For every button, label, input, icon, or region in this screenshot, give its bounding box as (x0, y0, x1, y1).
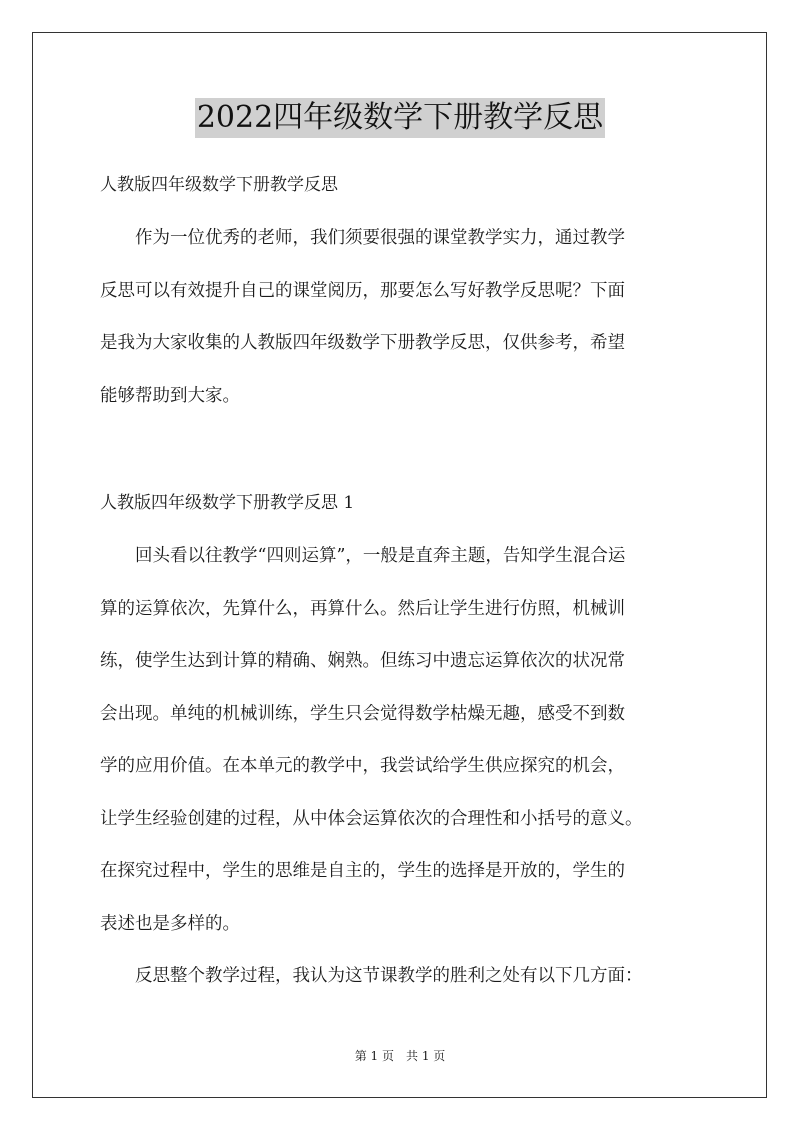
body-line: 学的应用价值。在本单元的教学中，我尝试给学生供应探究的机会， (100, 756, 625, 776)
body-paragraph (100, 530, 720, 950)
title-wrap (0, 98, 800, 138)
body-line: 算的运算依次，先算什么，再算什么。然后让学生进行仿照，机械训 (100, 598, 625, 619)
intro-line: 反思可以有效提升自己的课堂阅历，那要怎么写好教学反思呢？下面 (100, 280, 625, 301)
body-line: 让学生经验创建的过程，从中体会运算依次的合理性和小括号的意义。 (100, 808, 643, 829)
page-footer: 第 1 页 共 1 页 (354, 1049, 446, 1063)
body-line: 在探究过程中，学生的思维是自主的，学生的选择是开放的，学生的 (100, 861, 625, 881)
closing-paragraph (100, 950, 720, 1003)
body-line: 表述也是多样的。 (100, 913, 240, 934)
document-title: 2022四年级数学下册教学反思 (195, 98, 605, 138)
body-line: 回头看以往教学“四则运算”，一般是直奔主题，告知学生混合运 (135, 546, 626, 566)
intro-line: 作为一位优秀的老师，我们须要很强的课堂教学实力，通过教学 (135, 228, 625, 248)
body-line: 练，使学生达到计算的精确、娴熟。但练习中遗忘运算依次的状况常 (100, 651, 625, 671)
intro-paragraph (100, 212, 720, 422)
closing-line: 反思整个教学过程，我认为这节课教学的胜利之处有以下几方面： (135, 966, 643, 986)
document-subtitle: 人教版四年级数学下册教学反思 (100, 175, 338, 195)
intro-line: 是我为大家收集的人教版四年级数学下册教学反思，仅供参考，希望 (100, 333, 625, 353)
intro-line: 能够帮助到大家。 (100, 385, 240, 406)
section-heading: 人教版四年级数学下册教学反思 1 (100, 493, 355, 513)
body-line: 会出现。单纯的机械训练，学生只会觉得数学枯燥无趣，感受不到数 (100, 703, 625, 724)
